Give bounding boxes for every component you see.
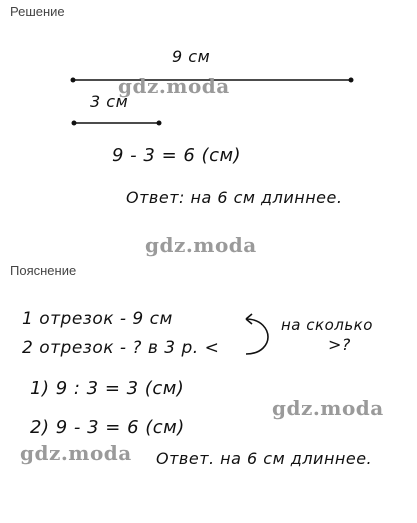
- watermark: gdz.moda: [272, 396, 384, 420]
- watermark: gdz.moda: [118, 74, 230, 98]
- explanation-heading: Пояснение: [10, 263, 77, 278]
- short-segment-start-point: [72, 121, 77, 126]
- solution-equation: 9 - 3 = 6 (см): [112, 145, 242, 166]
- explanation-line-1: 1 отрезок - 9 см: [22, 309, 173, 329]
- solution-answer: Ответ: на 6 см длиннее.: [126, 188, 343, 207]
- long-segment-label: 9 см: [172, 47, 211, 66]
- short-segment-end-point: [157, 121, 162, 126]
- question-how-much: на сколько: [281, 316, 373, 334]
- long-segment-end-point: [349, 78, 354, 83]
- question-mark: >?: [328, 335, 351, 354]
- watermark: gdz.moda: [145, 233, 257, 257]
- short-segment-label: 3 см: [90, 92, 129, 111]
- step-2: 2) 9 - 3 = 6 (см): [30, 417, 185, 438]
- step-1: 1) 9 : 3 = 3 (см): [30, 378, 185, 399]
- solution-heading: Решение: [10, 4, 65, 19]
- question-bracket: [246, 319, 268, 354]
- long-segment-start-point: [71, 78, 76, 83]
- explanation-line-2: 2 отрезок - ? в 3 р. <: [22, 338, 220, 358]
- watermark: gdz.moda: [20, 441, 132, 465]
- explanation-answer: Ответ. на 6 см длиннее.: [156, 449, 373, 468]
